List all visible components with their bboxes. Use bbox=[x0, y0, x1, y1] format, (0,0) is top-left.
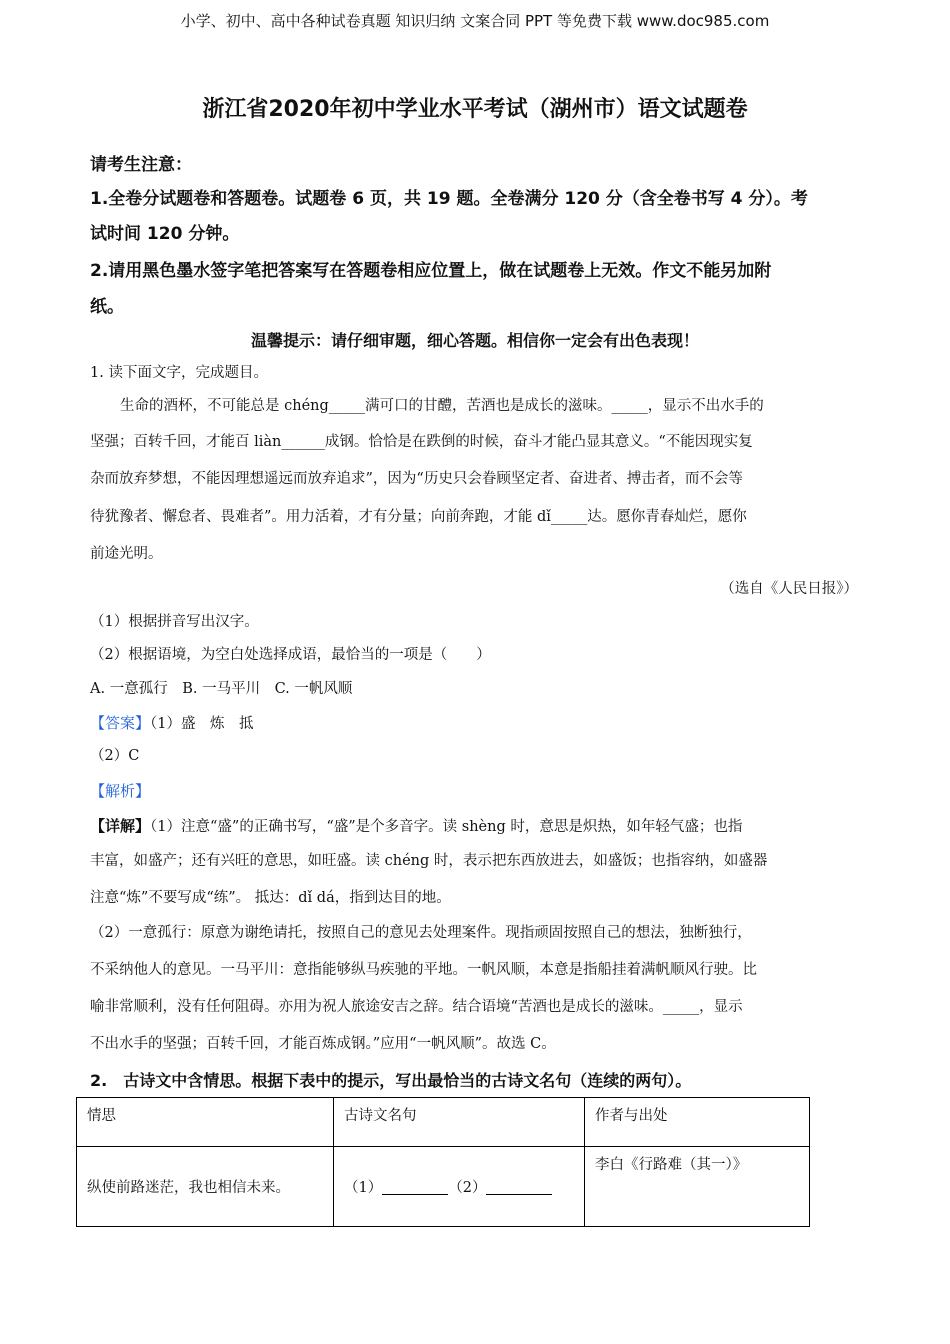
paper-title: 浙江省2020年初中学业水平考试（湖州市）语文试题卷 bbox=[202, 97, 748, 122]
site-banner: 小学、初中、高中各种试卷真题 知识归纳 文案合同 PPT 等免费下载 www.doc985.com bbox=[180, 12, 770, 30]
table-header-cell: 情思 bbox=[77, 1098, 334, 1147]
blank-2-label: （2） bbox=[448, 1180, 487, 1196]
passage-line: 待犹豫者、懈怠者、畏难者”。用力活着，才有分量；向前奔跑，才能 dǐ_____达。愿你青春灿烂，愿你 bbox=[90, 509, 747, 525]
q2-prompt: 2. 古诗文中含情思。根据下表中的提示，写出最恰当的古诗文名句（连续的两句）。 bbox=[90, 1071, 692, 1090]
q1-prompt: 1. 读下面文字，完成题目。 bbox=[90, 365, 268, 381]
detail-line bbox=[90, 815, 742, 837]
detail-1-line3: 注意“炼”不要写成“练”。 抵达：dǐ dá，指到达目的地。 bbox=[90, 890, 451, 906]
q1-sub1: （1）根据拼音写出汉字。 bbox=[90, 614, 259, 630]
poem-table bbox=[76, 1097, 810, 1227]
table-header-cell: 作者与出处 bbox=[585, 1098, 810, 1147]
detail-2-line1: （2）一意孤行：原意为谢绝请托，按照自己的意见去处理案件。现指顽固按照自己的想法，独断独行， bbox=[90, 925, 752, 941]
q1-sub2: （2）根据语境，为空白处选择成语，最恰当的一项是（ ） bbox=[90, 647, 491, 663]
detail-1-line1: （1）注意“盛”的正确书写，“盛”是个多音字。读 shèng 时，意思是炽热，如年轻气盛；也指 bbox=[150, 819, 743, 835]
poem-blank-cell bbox=[334, 1147, 585, 1227]
blank-1-line bbox=[382, 1180, 448, 1196]
notice-heading: 请考生注意： bbox=[90, 155, 192, 175]
passage-line: 生命的酒杯，不可能总是 chéng_____满可口的甘醴，苦酒也是成长的滋味。_____，显示不出水手的 bbox=[120, 398, 764, 414]
answer-2: （2）C bbox=[90, 748, 140, 764]
detail-2-line3: 喻非常顺利，没有任何阻碍。亦用为祝人旅途安吉之辞。结合语境“苦酒也是成长的滋味。_____，显示 bbox=[90, 999, 743, 1015]
table-header-cell: 古诗文名句 bbox=[334, 1098, 585, 1147]
q1-options: A. 一意孤行 B. 一马平川 C. 一帆风顺 bbox=[90, 681, 353, 697]
detail-2-line4: 不出水手的坚强；百转千回，才能百炼成钢。”应用“一帆风顺”。故选 C。 bbox=[90, 1036, 556, 1052]
notice-2-line1: 2.请用黑色墨水签字笔把答案写在答题卷相应位置上，做在试题卷上无效。作文不能另加附 bbox=[90, 261, 772, 281]
passage-line: 坚强；百转千回，才能百 liàn______成钢。恰恰是在跌倒的时候，奋斗才能凸显其意义。“不能因现实复 bbox=[90, 434, 753, 450]
detail-2-line2: 不采纳他人的意见。一马平川：意指能够纵马疾驰的平地。一帆风顺，本意是指船挂着满帆顺风行驶。比 bbox=[90, 962, 757, 978]
tip-line: 温馨提示：请仔细审题，细心答题。相信你一定会有出色表现！ bbox=[250, 331, 699, 350]
feeling-cell: 纵使前路迷茫，我也相信未来。 bbox=[77, 1147, 334, 1227]
table-header-row bbox=[77, 1098, 810, 1147]
detail-1-line2: 丰富，如盛产；还有兴旺的意思，如旺盛。读 chéng 时，表示把东西放进去，如盛饭；也指容纳，如盛器 bbox=[90, 853, 768, 869]
passage-line: 前途光明。 bbox=[90, 546, 163, 562]
notice-2-line2: 纸。 bbox=[90, 297, 124, 317]
detail-tag: 【详解】 bbox=[90, 817, 151, 835]
blank-2-line bbox=[486, 1180, 552, 1196]
source-cell: 李白《行路难（其一）》 bbox=[585, 1147, 810, 1227]
passage-source: （选自《人民日报》） bbox=[720, 581, 858, 597]
notice-1-line2: 试时间 120 分钟。 bbox=[90, 224, 240, 244]
blank-1-label: （1） bbox=[344, 1180, 383, 1196]
answer-tag: 【答案】 bbox=[90, 714, 151, 732]
passage-line: 杂而放弃梦想，不能因理想遥远而放弃追求”，因为“历史只会眷顾坚定者、奋进者、搏击者，而不会等 bbox=[90, 471, 743, 487]
analysis-tag: 【解析】 bbox=[90, 782, 151, 800]
table-row bbox=[77, 1147, 810, 1227]
notice-1-line1: 1.全卷分试题卷和答题卷。试题卷 6 页，共 19 题。全卷满分 120 分（含全卷书写 4 分）。考 bbox=[90, 189, 808, 209]
answer-1: （1）盛 炼 抵 bbox=[150, 716, 254, 732]
answer-line bbox=[90, 712, 254, 734]
